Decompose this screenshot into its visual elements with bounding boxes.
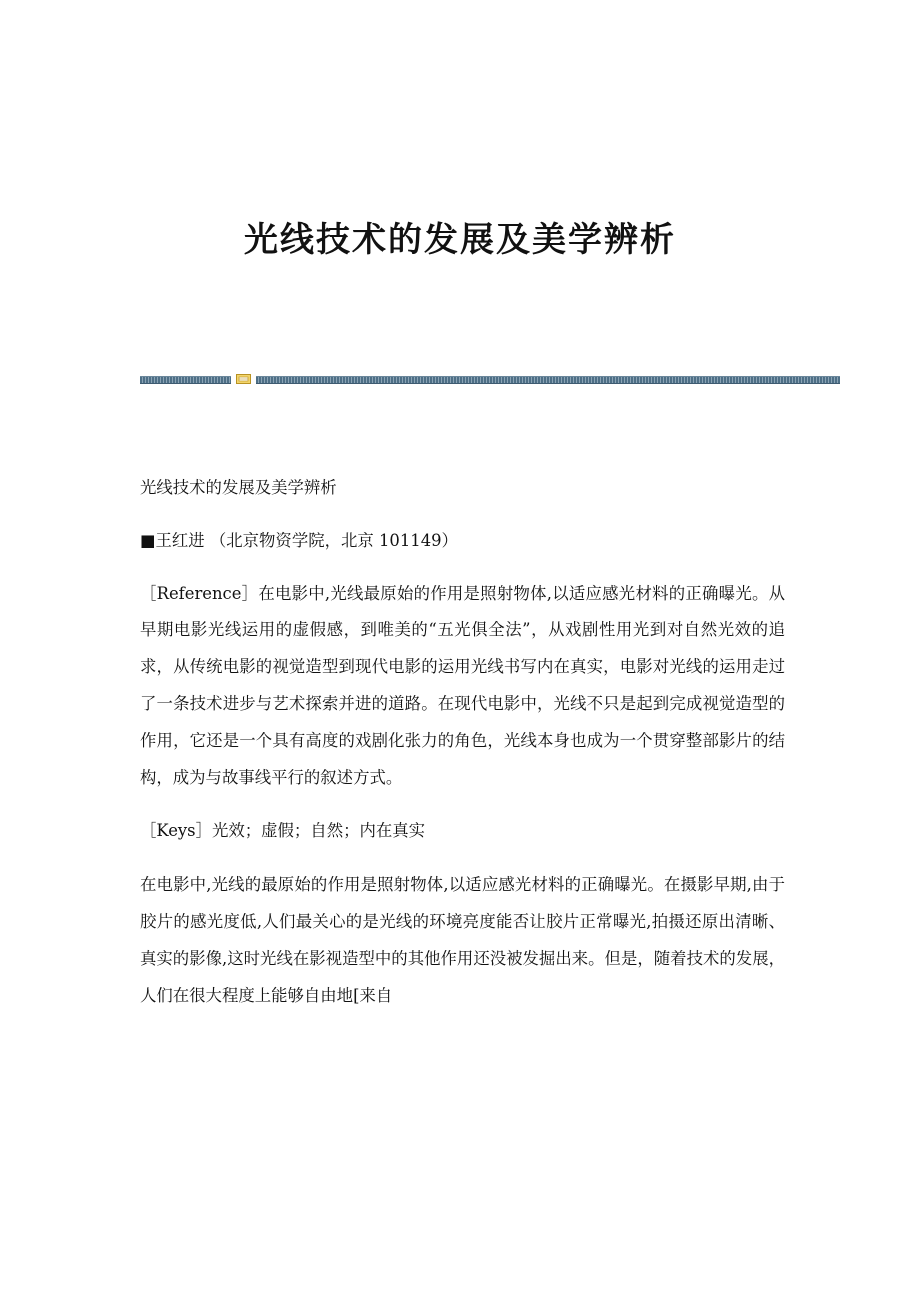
document-title: 光线技术的发展及美学辨析 xyxy=(244,220,676,260)
author-affiliation: ■王红进 （北京物资学院，北京 101149） xyxy=(140,530,458,550)
abstract-paragraph: ［Reference］在电影中,光线最原始的作用是照射物体,以适应感光材料的正确曝光。从早期电影光线运用的虚假感，到唯美的“五光俱全法”，从戏剧性用光到对自然光效的追求，从传统电影的视觉造型到现代电影的运用光线书写内在真实，电影对光线的运用走过了一条技术进步与艺术探索并进的道路。在现代电影中，光线不只是起到完成视觉造型的作用，它还是一个具有高度的戏剧化张力的角色，光线本身也成为一个贯穿整部影片的结构，成为与故事线平行的叙述方式。 xyxy=(140,583,785,787)
divider-bar-right xyxy=(256,376,840,384)
divider-bar-left xyxy=(140,376,231,384)
body-paragraph: 在电影中,光线的最原始的作用是照射物体,以适应感光材料的正确曝光。在摄影早期,由于胶片的感光度低,人们最关心的是光线的环境亮度能否让胶片正常曝光,拍摄还原出清晰、真实的影像,这时光线在影视造型中的其他作用还没被发掘出来。但是，随着技术的发展，人们在很大程度上能够自由地[来自 xyxy=(140,875,785,1005)
decorative-ornament-icon xyxy=(236,373,251,385)
keywords-line: ［Keys］光效；虚假；自然；内在真实 xyxy=(140,821,426,841)
article-subtitle: 光线技术的发展及美学辨析 xyxy=(140,478,337,497)
title-divider xyxy=(140,373,840,385)
article-content xyxy=(140,470,785,1031)
